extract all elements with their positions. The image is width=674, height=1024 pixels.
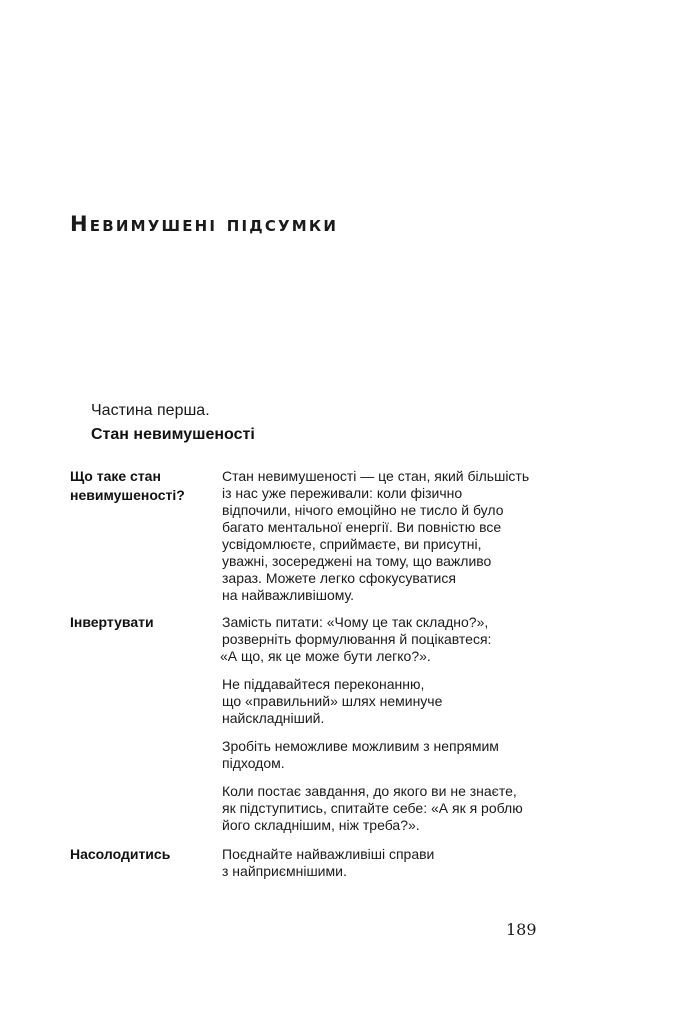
summary-term	[70, 467, 210, 505]
paragraph-line: уважні, зосереджені на тому, що важливо	[222, 553, 492, 569]
paragraph-line: «А що, як це може бути легко?».	[220, 648, 431, 664]
summary-paragraph	[222, 614, 582, 665]
term-line: Інвертувати	[70, 614, 154, 630]
paragraph-line: як підступитись, спитайте себе: «А як я роблю	[222, 800, 523, 816]
page-number: 189	[506, 920, 537, 939]
paragraph-line: Не піддавайтеся переконанню,	[222, 676, 425, 692]
paragraph-line: Замість питати: «Чому це так складно?»,	[222, 614, 489, 630]
paragraph-line: усвідомлюєте, сприймаєте, ви присутні,	[222, 536, 482, 552]
paragraph-line: відпочили, нічого емоційно не тисло й було	[222, 502, 504, 518]
part-label: Частина перша.	[91, 402, 210, 419]
paragraph-line: найскладніший.	[222, 710, 325, 726]
term-line: невимушеності?	[70, 487, 185, 503]
summary-paragraph	[222, 846, 582, 880]
paragraph-line: Зробіть неможливе можливим з непрямим	[222, 738, 499, 754]
paragraph-line: Поєднайте найважливіші справи	[222, 846, 435, 862]
paragraph-line: підходом.	[222, 755, 285, 771]
summary-paragraph	[222, 783, 582, 834]
paragraph-line: його складнішим, ніж треба?».	[222, 817, 420, 833]
summary-paragraph	[222, 468, 582, 604]
paragraph-line: із нас уже переживали: коли фізично	[222, 485, 463, 501]
summary-term	[70, 845, 210, 864]
chapter-title: Невимушені підсумки	[70, 212, 339, 236]
summary-paragraph	[222, 738, 582, 772]
paragraph-line: багато ментальної енергії. Ви повністю все	[222, 519, 502, 535]
paragraph-line: з найприємнішими.	[222, 863, 347, 879]
summary-paragraph	[222, 676, 582, 727]
paragraph-line: що «правильний» шлях неминуче	[222, 693, 443, 709]
summary-term	[70, 613, 210, 632]
paragraph-line: на найважливішому.	[222, 587, 355, 603]
paragraph-line: зараз. Можете легко сфокусуватися	[222, 570, 456, 586]
term-line: Що таке стан	[70, 468, 161, 484]
paragraph-line: Коли постає завдання, до якого ви не знаєте,	[222, 783, 517, 799]
paragraph-line: Стан невимушеності — це стан, який більшість	[222, 468, 530, 484]
term-line: Насолодитись	[70, 846, 171, 862]
part-title: Стан невимушеності	[91, 426, 255, 443]
paragraph-line: розверніть формулювання й поцікавтеся:	[222, 631, 492, 647]
